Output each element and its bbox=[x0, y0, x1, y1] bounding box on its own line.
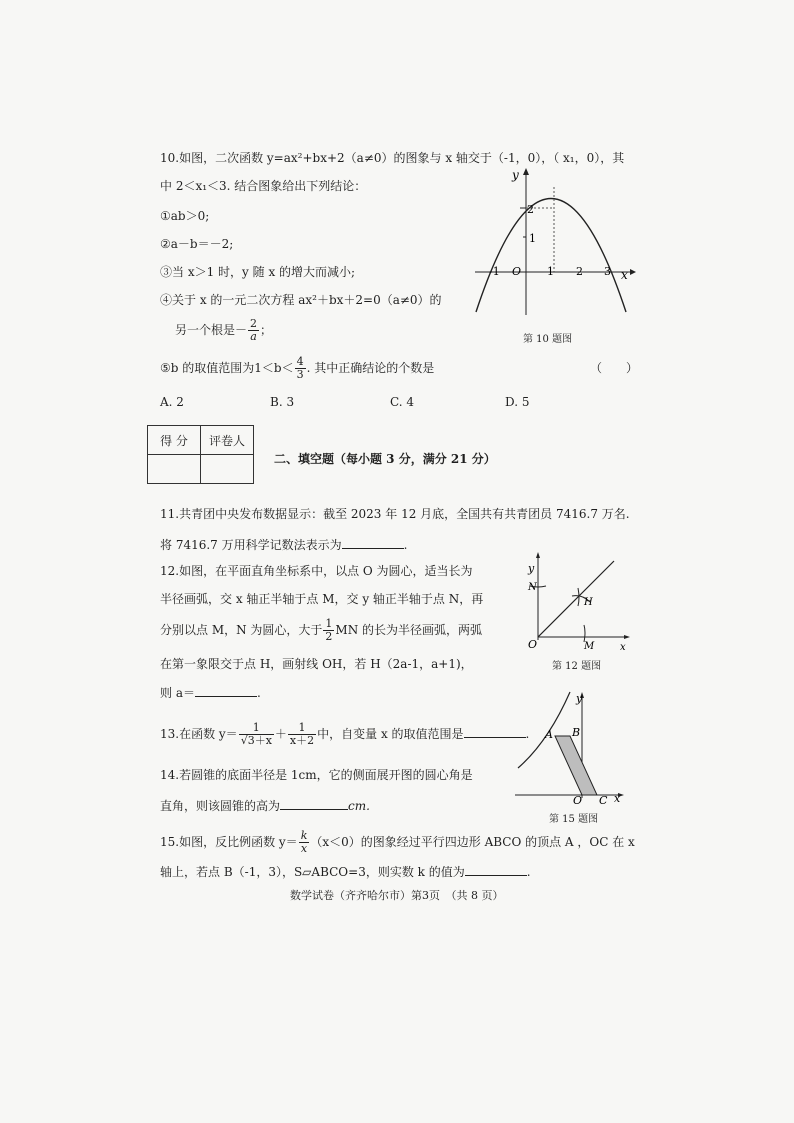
q12-line3a: 分别以点 M，N 为圆心，大于 bbox=[160, 623, 323, 637]
q10-line2: 中 2＜x₁＜3. 结合图象给出下列结论： bbox=[160, 179, 367, 193]
q10-line1: 10.如图，二次函数 y=ax²+bx+2（a≠0）的图象与 x 轴交于（-1，0），（ x₁，0），其 bbox=[160, 151, 625, 165]
x-axis-arrow-icon bbox=[630, 269, 636, 275]
q12-answer-blank[interactable] bbox=[195, 684, 257, 697]
q12-line2: 半径画弧，交 x 轴正半轴于点 M，交 y 轴正半轴于点 N，再 bbox=[160, 592, 484, 606]
fig12-y-label: y bbox=[528, 562, 535, 575]
q10-c4-prefix: － bbox=[235, 323, 248, 337]
q14-answer-blank[interactable] bbox=[280, 797, 348, 810]
q10-c5-pre: ⑤b 的取值范围为1＜b＜ bbox=[160, 361, 294, 375]
score-box bbox=[147, 425, 254, 484]
fig12-h-label: H bbox=[584, 597, 593, 608]
q10-conclusion-2: ②a－b＝－2; bbox=[160, 237, 234, 251]
q12-line5-text: 则 a＝ bbox=[160, 686, 195, 700]
q13-post: 中，自变量 x 的取值范围是 bbox=[317, 727, 464, 741]
q10-c5-fraction bbox=[295, 356, 306, 381]
q11-end: . bbox=[403, 538, 408, 552]
q10-conclusion-4a: ④关于 x 的一元二次方程 ax²＋bx＋2=0（a≠0）的 bbox=[160, 293, 442, 307]
ray-oh bbox=[538, 561, 614, 637]
q14-unit: cm. bbox=[348, 799, 370, 813]
q11-line1: 11.共青团中央发布数据显示：截至 2023 年 12 月底，全国共有共青团员 7416.7 万名. bbox=[160, 507, 630, 521]
q15-post: （x＜0）的图象经过平行四边形 ABCO 的顶点 A ，OC 在 x bbox=[310, 835, 635, 849]
q10-c5-den: 3 bbox=[296, 368, 304, 381]
q12-line4: 在第一象限交于点 H，画射线 OH，若 H（2a-1，a+1)， bbox=[160, 657, 473, 671]
q10-c4b-text: 另一个根是 bbox=[175, 323, 236, 337]
q10-conclusion-5 bbox=[160, 356, 434, 381]
fig15-c-label: C bbox=[599, 794, 608, 807]
q10-conclusion-1: ①ab＞0; bbox=[160, 209, 210, 223]
q12-frac-num: 1 bbox=[325, 617, 333, 630]
score-cell[interactable] bbox=[148, 455, 201, 484]
q15-answer-blank[interactable] bbox=[465, 863, 527, 876]
fig12-x-label: x bbox=[620, 642, 626, 653]
fig10-origin: O bbox=[512, 265, 522, 278]
score-header: 得 分 bbox=[148, 426, 201, 455]
x-axis-arrow-icon bbox=[624, 635, 630, 639]
q15-figure-caption: 第 15 题图 bbox=[549, 814, 599, 825]
fig10-xtick-m1: -1 bbox=[489, 265, 500, 278]
hyperbola-curve bbox=[518, 692, 570, 768]
y-axis-arrow-icon bbox=[536, 552, 540, 558]
q13-end: . bbox=[525, 727, 530, 741]
q13-pre: 13.在函数 y＝ bbox=[160, 727, 238, 741]
q10-option-b: B. 3 bbox=[270, 395, 295, 409]
q12-frac-den: 2 bbox=[325, 630, 333, 643]
section-2-title: 二、填空题（每小题 3 分，满分 21 分） bbox=[274, 452, 496, 466]
fig15-x-label: x bbox=[614, 792, 621, 805]
q10-conclusion-4b bbox=[175, 318, 272, 343]
q12-figure-caption: 第 12 题图 bbox=[552, 661, 602, 672]
page-footer: 数学试卷（齐齐哈尔市）第3页 （共 8 页） bbox=[290, 889, 504, 902]
fig10-y-label: y bbox=[512, 168, 519, 182]
q14-line2 bbox=[160, 797, 370, 814]
q15-pre: 15.如图，反比例函数 y＝ bbox=[160, 835, 298, 849]
grader-cell[interactable] bbox=[201, 455, 254, 484]
q13-plus: ＋ bbox=[274, 727, 287, 741]
q15-end: . bbox=[526, 865, 531, 879]
q10-answer-paren: （ ） bbox=[590, 361, 639, 375]
q15-line1 bbox=[160, 830, 635, 855]
q12-line5 bbox=[160, 684, 261, 701]
q10-figure-caption: 第 10 题图 bbox=[523, 334, 573, 345]
q11-line2-text: 将 7416.7 万用科学记数法表示为 bbox=[160, 538, 342, 552]
parabola-curve bbox=[476, 199, 626, 313]
q13-f2-den: x＋2 bbox=[289, 734, 315, 747]
q10-c5-post: . 其中正确结论的个数是 bbox=[306, 361, 435, 375]
q12-line3b: MN 的长为半径画弧，两弧 bbox=[335, 623, 483, 637]
q10-parabola-figure bbox=[470, 165, 640, 325]
q13-f1-num: 1 bbox=[239, 722, 274, 735]
q10-c4-num: 2 bbox=[250, 317, 258, 330]
q12-figure bbox=[520, 550, 630, 653]
fig10-tick-2: 2 bbox=[527, 203, 534, 216]
q10-option-a: A. 2 bbox=[160, 395, 184, 409]
fig10-xtick-3: 3 bbox=[604, 265, 611, 278]
fig10-xtick-2: 2 bbox=[576, 265, 583, 278]
parallelogram-abco bbox=[555, 736, 597, 795]
q10-c4-end: ； bbox=[260, 323, 273, 337]
q13-f1-den: √3＋x bbox=[240, 734, 272, 747]
fig15-o-label: O bbox=[573, 794, 583, 807]
fig12-n-label: N bbox=[528, 582, 537, 593]
fig12-m-label: M bbox=[584, 641, 595, 652]
q14-line1: 14.若圆锥的底面半径是 1cm，它的侧面展开图的圆心角是 bbox=[160, 768, 473, 782]
q10-c5-num: 4 bbox=[296, 355, 304, 368]
fig15-a-label: A bbox=[545, 728, 553, 741]
q15-f-den: x bbox=[300, 842, 308, 855]
y-axis-arrow-icon bbox=[523, 168, 529, 175]
q13-fraction-1 bbox=[239, 722, 274, 747]
q15-line2-text: 轴上，若点 B（-1，3），S▱ABCO=3，则实数 k 的值为 bbox=[160, 865, 465, 879]
fig10-tick-1: 1 bbox=[529, 232, 536, 245]
fig10-x-label: x bbox=[621, 268, 628, 282]
arc-m bbox=[584, 625, 585, 642]
q10-option-c: C. 4 bbox=[390, 395, 415, 409]
q10-c4-den: a bbox=[250, 330, 257, 343]
q12-line3 bbox=[160, 618, 482, 643]
q15-line2 bbox=[160, 863, 531, 880]
grader-header: 评卷人 bbox=[201, 426, 254, 455]
q12-line1: 12.如图，在平面直角坐标系中，以点 O 为圆心，适当长为 bbox=[160, 564, 473, 578]
q10-conclusion-3: ③当 x＞1 时，y 随 x 的增大而减小; bbox=[160, 265, 356, 279]
fig15-y-label: y bbox=[576, 692, 583, 705]
q14-line2-text: 直角，则该圆锥的高为 bbox=[160, 799, 281, 813]
q15-figure bbox=[510, 690, 630, 805]
q12-fraction bbox=[323, 618, 334, 643]
fig12-origin: O bbox=[528, 638, 538, 651]
fig15-b-label: B bbox=[572, 726, 581, 739]
fig10-xtick-1: 1 bbox=[547, 265, 554, 278]
q15-fraction bbox=[299, 830, 310, 855]
q11-line2 bbox=[160, 536, 407, 553]
q13-f2-num: 1 bbox=[288, 722, 316, 735]
q10-option-d: D. 5 bbox=[505, 395, 530, 409]
q10-c4-fraction bbox=[248, 318, 259, 343]
q13-line bbox=[160, 722, 529, 747]
q13-fraction-2 bbox=[288, 722, 316, 747]
q15-f-num: k bbox=[300, 829, 308, 842]
q11-answer-blank[interactable] bbox=[342, 536, 404, 549]
q12-end: . bbox=[256, 686, 261, 700]
